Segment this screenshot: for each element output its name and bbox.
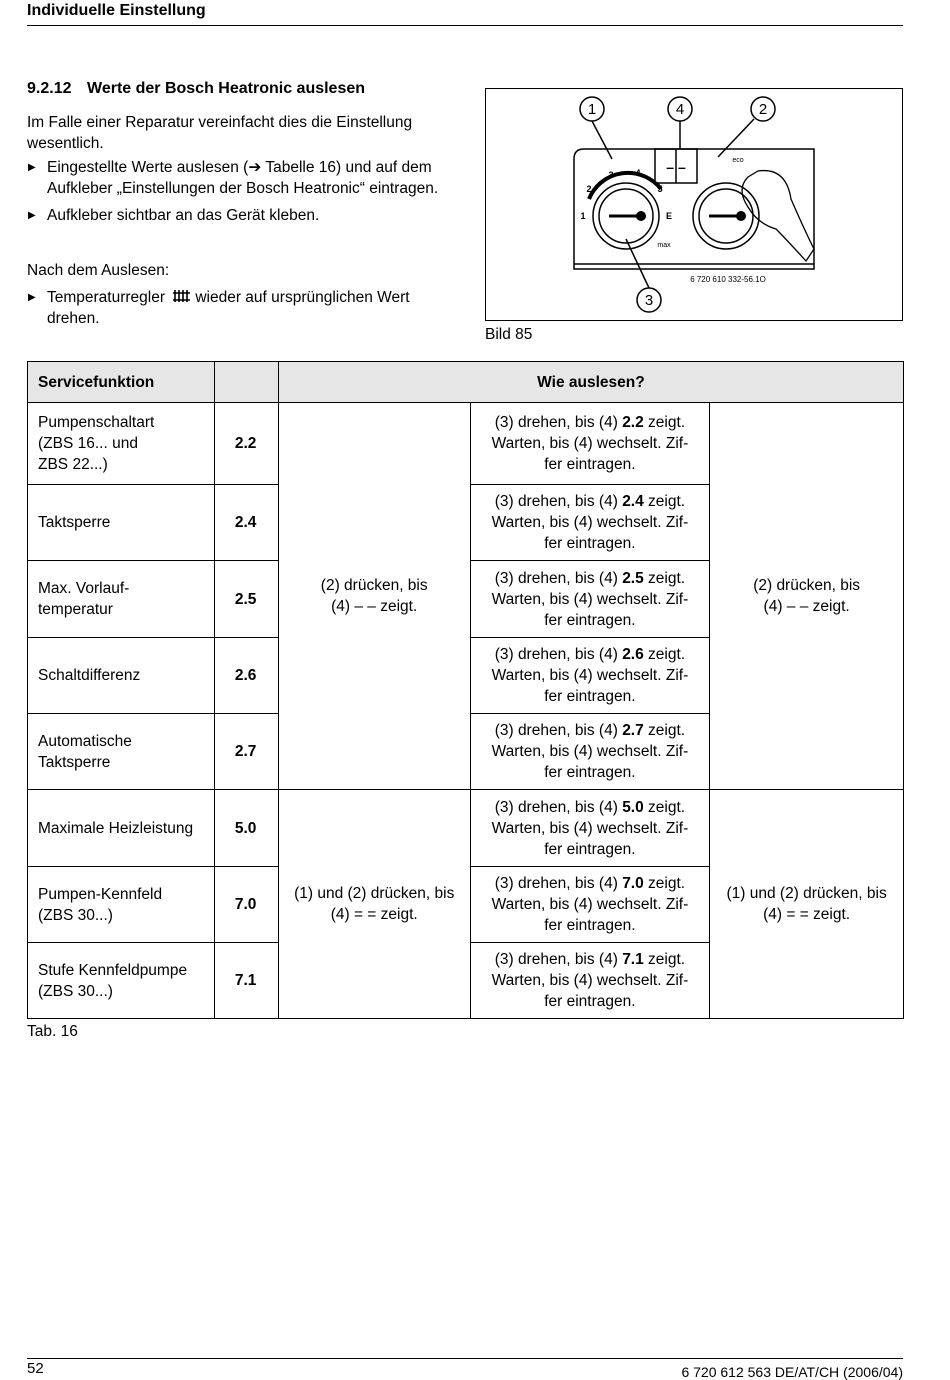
service-function-name: Stufe Kennfeldpumpe (ZBS 30...) <box>28 943 215 1019</box>
service-function-code: 2.5 <box>214 561 278 638</box>
read-step: (3) drehen, bis (4) 7.0 zeigt. Warten, bis (4) wechselt. Zif- fer eintragen. <box>470 867 710 943</box>
service-function-code: 7.1 <box>214 943 278 1019</box>
header-code <box>214 362 278 403</box>
svg-text:3: 3 <box>644 292 654 309</box>
triangle-bullet-icon: ▶ <box>28 292 36 303</box>
service-function-name: Pumpenschaltart (ZBS 16... und ZBS 22...) <box>28 403 215 485</box>
service-function-code: 7.0 <box>214 867 278 943</box>
triangle-bullet-icon: ▶ <box>28 162 36 173</box>
footer-divider <box>27 1358 903 1359</box>
service-function-name: Pumpen-Kennfeld (ZBS 30...) <box>28 867 215 943</box>
list-item: ▶ Temperaturregler wieder auf ursprünglichen Wert drehen. <box>28 289 410 327</box>
read-step: (3) drehen, bis (4) 2.6 zeigt. Warten, bis (4) wechselt. Zif- fer eintragen. <box>470 638 710 714</box>
after-reading-list <box>27 287 457 335</box>
figure-85 <box>485 88 903 321</box>
read-step: (3) drehen, bis (4) 2.7 zeigt. Warten, bis (4) wechselt. Zif- fer eintragen. <box>470 714 710 790</box>
dial-indicator <box>736 211 746 221</box>
read-step: (3) drehen, bis (4) 2.2 zeigt. Warten, bis (4) wechselt. Zif- fer eintragen. <box>470 403 710 485</box>
svg-text:max: max <box>657 242 671 249</box>
section-heading <box>27 80 365 98</box>
instruction-list <box>27 157 457 232</box>
control-panel-illustration <box>486 89 902 320</box>
service-function-name: Taktsperre <box>28 485 215 561</box>
page-number: 52 <box>27 1360 44 1377</box>
intro-paragraph: Im Falle einer Reparatur vereinfacht dies die Einstellung wesentlich. <box>27 114 413 152</box>
svg-text:eco: eco <box>732 157 744 164</box>
read-step: (3) drehen, bis (4) 7.1 zeigt. Warten, bis (4) wechselt. Zif- fer eintragen. <box>470 943 710 1019</box>
table-row <box>28 403 904 485</box>
document-number: 6 720 612 563 DE/AT/CH (2006/04) <box>681 1364 903 1380</box>
read-step: (3) drehen, bis (4) 2.4 zeigt. Warten, bis (4) wechselt. Zif- fer eintragen. <box>470 485 710 561</box>
list-item: ▶ Aufkleber sichtbar an das Gerät kleben. <box>28 207 320 224</box>
service-function-name: Max. Vorlauf- temperatur <box>28 561 215 638</box>
start-action: (2) drücken, bis (4) – – zeigt. <box>278 403 470 790</box>
service-function-name: Schaltdifferenz <box>28 638 215 714</box>
figure-caption: Bild 85 <box>485 326 533 343</box>
table-caption: Tab. 16 <box>27 1023 78 1040</box>
svg-text:– –: – – <box>666 159 686 175</box>
after-reading-label: Nach dem Auslesen: <box>27 262 170 279</box>
service-function-code: 2.6 <box>214 638 278 714</box>
end-action: (1) und (2) drücken, bis (4) = = zeigt. <box>710 790 904 1019</box>
svg-text:E: E <box>665 211 673 221</box>
svg-text:6 720 610 332-56.1O: 6 720 610 332-56.1O <box>690 275 766 284</box>
svg-text:1: 1 <box>587 101 597 118</box>
table-row <box>28 790 904 867</box>
svg-text:1: 1 <box>580 211 586 221</box>
header-wie-auslesen: Wie auslesen? <box>278 362 903 403</box>
svg-text:3: 3 <box>608 170 614 180</box>
header-divider <box>27 25 903 26</box>
svg-text:4: 4 <box>635 168 641 178</box>
list-item: ▶ Eingestellte Werte auslesen (➔ Tabelle 16) und auf dem Aufkleber „Einstellungen der Bosch Heatronic“ eintragen. <box>28 159 439 197</box>
service-function-code: 2.2 <box>214 403 278 485</box>
svg-text:5: 5 <box>657 184 663 194</box>
header-servicefunktion: Servicefunktion <box>28 362 215 403</box>
svg-text:4: 4 <box>675 101 685 118</box>
triangle-bullet-icon: ▶ <box>28 210 36 221</box>
start-action: (1) und (2) drücken, bis (4) = = zeigt. <box>278 790 470 1019</box>
end-action: (2) drücken, bis (4) – – zeigt. <box>710 403 904 790</box>
svg-text:2: 2 <box>758 101 768 118</box>
service-function-code: 2.4 <box>214 485 278 561</box>
service-function-name: Maximale Heizleistung <box>28 790 215 867</box>
table-header-row <box>28 362 904 403</box>
service-function-table <box>27 361 904 1019</box>
read-step: (3) drehen, bis (4) 5.0 zeigt. Warten, bis (4) wechselt. Zif- fer eintragen. <box>470 790 710 867</box>
service-function-code: 2.7 <box>214 714 278 790</box>
service-function-code: 5.0 <box>214 790 278 867</box>
dial-indicator <box>636 211 646 221</box>
section-number: 9.2.12 <box>27 80 72 97</box>
section-title: Werte der Bosch Heatronic auslesen <box>87 80 366 97</box>
service-function-name: Automatische Taktsperre <box>28 714 215 790</box>
read-step: (3) drehen, bis (4) 2.5 zeigt. Warten, bis (4) wechselt. Zif- fer eintragen. <box>470 561 710 638</box>
radiator-icon <box>172 288 192 304</box>
page-header-title: Individuelle Einstellung <box>27 2 206 19</box>
svg-text:2: 2 <box>586 184 592 194</box>
